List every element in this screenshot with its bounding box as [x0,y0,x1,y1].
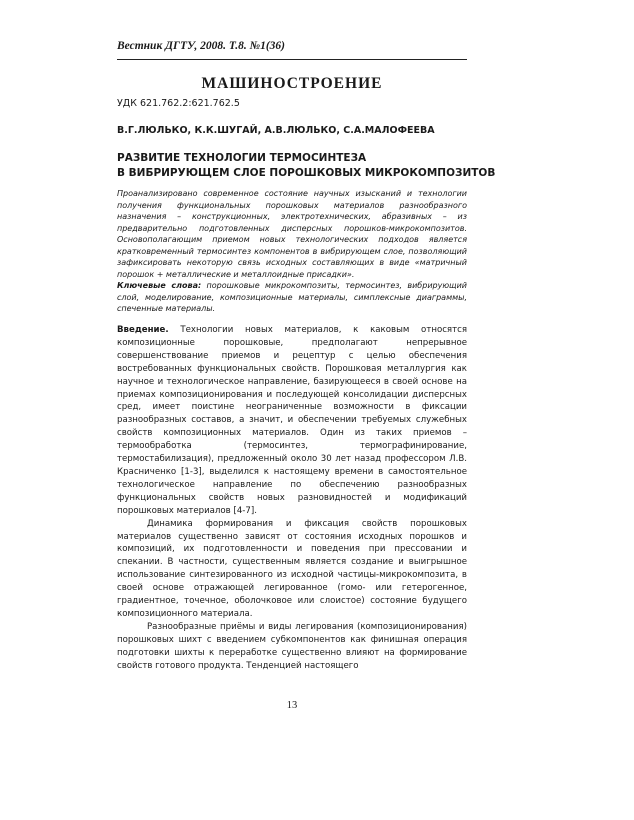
intro-label: Введение. [117,325,169,335]
article-title [117,151,496,181]
body-paragraph: Динамика формирования и фиксация свойств порошковых материалов существенно зависят от состояния исходных порошков и композиций, их подготовленности и поведения при прессовании и спекании. В частности, существенным является создание и выигрышное использование синтезированного из исходной частицы-микрокомпозита, в своей основе отражающей легированное (гомо- или гетерогенное, градиентное, точечное, оболочковое или слоистое) состояние будущего композиционного материала. [117,518,467,619]
body-paragraph [117,324,467,518]
abstract [117,188,467,315]
keywords-text: порошковые микрокомпозиты, термосинтез, вибрирующий слой, моделирование, композиционные материалы, симплексные диаграммы, спеченные материалы. [117,281,467,313]
journal-header: Вестник ДГТУ, 2008. Т.8. №1(36) [117,40,286,52]
article-body [117,324,467,672]
keywords [117,280,467,315]
keywords-label: Ключевые слова: [117,281,202,290]
body-paragraph: Разнообразные приёмы и виды легирования (композиционирования) порошковых шихт с введением субкомпонентов как финишная операция подготовки шихты к переработке существенно влияют на формирование свойств готового продукта. Тенденцией настоящего [117,621,467,671]
paragraph-text: Технологии новых материалов, к каковым относятся композиционные порошковые, предполагают непрерывное совершенствование приемов и рецептур с целью обеспечения востребованных функциональных свойств. Порошковая металлургия как научное и технологическое направление, базирующееся в своей основе на приемах композиционирования и последующей консолидации дисперсных сред, имеет поистине неограниченные возможности в фиксации разнообразных составов, а значит, и обеспечении требуемых служебных свойств композиционных материалов. Один из таких приемов – термообработка (термосинтез, термографинирование, термостабилизация), предложенный около 30 лет назад профессором Л.В. Красниченко [1-3], выделился к настоящему времени в самостоятельное технологическое направление по обеспечению разнообразных функциональных свойств новых разновидностей и модификаций порошковых материалов [4-7]. [117,325,467,516]
udc-code: УДК 621.762.2:621.762.5 [117,98,240,109]
abstract-text: Проанализировано современное состояние научных изысканий и технологии получения функциональных порошковых материалов разнообразного назначения – конструкционных, электротехнических, абразивных – из предварительно подготовленных дисперсных порошков-микрокомпозитов. Основополагающим приемом новых технологических подходов является кратковременный термосинтез компонентов в вибрирующем слое, позволяющий зафиксировать некоторую связь исходных составляющих в виде «матричный порошок + металлические и металлоидные присадки». [117,189,467,279]
section-title: МАШИНОСТРОЕНИЕ [201,75,383,92]
authors: В.Г.ЛЮЛЬКО, К.К.ШУГАЙ, А.В.ЛЮЛЬКО, С.А.МАЛОФЕЕВА [117,125,435,136]
header-rule [117,59,467,60]
page-number: 13 [286,700,298,711]
title-line: РАЗВИТИЕ ТЕХНОЛОГИИ ТЕРМОСИНТЕЗА [117,152,367,164]
title-line: В ВИБРИРУЮЩЕМ СЛОЕ ПОРОШКОВЫХ МИКРОКОМПОЗИТОВ [117,167,496,179]
